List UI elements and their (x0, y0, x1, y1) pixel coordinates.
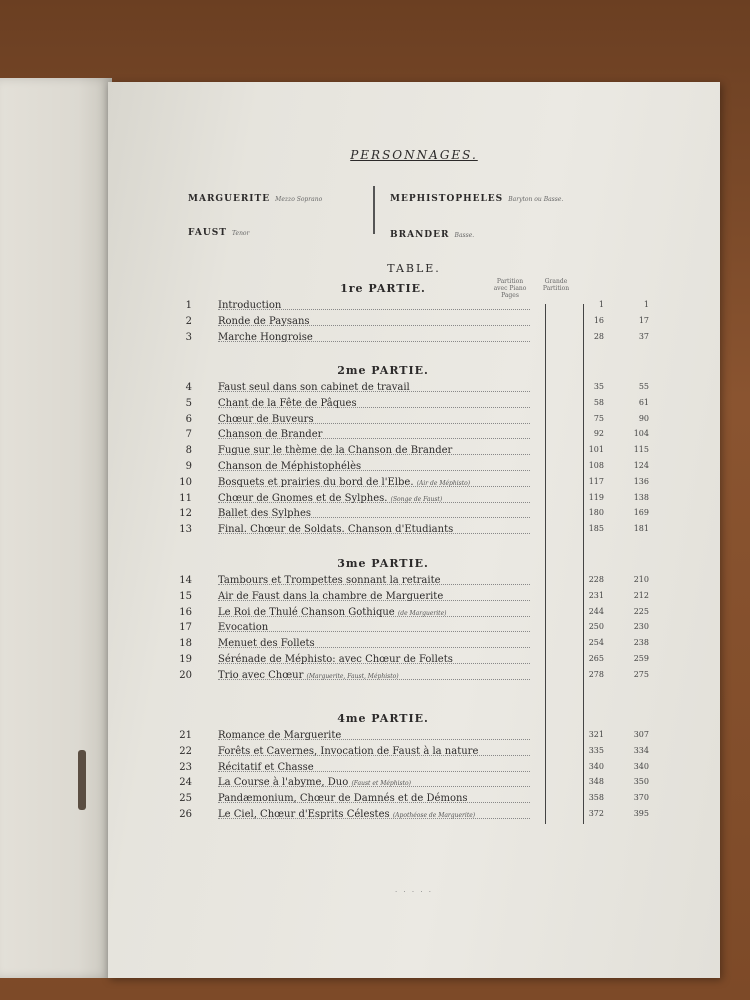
item-title (218, 398, 357, 409)
item-title (218, 429, 322, 440)
toc-row (170, 445, 649, 459)
page-piano: 358 (588, 793, 604, 803)
page-piano: 231 (588, 590, 604, 600)
character-name: BRANDER (390, 230, 450, 240)
part-title: 3me PARTIE. (337, 557, 429, 570)
page-partition: 1 (643, 300, 649, 309)
item-title (218, 654, 453, 665)
toc-row (170, 397, 649, 412)
item-subtitle: (de Marguerite) (397, 609, 447, 617)
item-title (218, 670, 399, 681)
page-piano: 278 (588, 669, 604, 679)
item-title (218, 638, 315, 649)
page-piano: 335 (588, 745, 604, 755)
item-subtitle: (Apothéose de Marguerite) (392, 812, 476, 819)
page-piano: 340 (588, 761, 604, 771)
character-name: MARGUERITE (188, 194, 271, 204)
page-piano: 180 (588, 508, 604, 518)
page-piano: 92 (593, 429, 604, 439)
toc-row (170, 669, 649, 684)
item-number: 19 (179, 654, 192, 665)
page-partition: 238 (633, 638, 649, 648)
item-title-text: Fugue sur le thème de la Chanson de Brander (218, 445, 453, 457)
item-title-text: Faust seul dans son cabinet de travail (218, 382, 410, 393)
toc-row (170, 461, 649, 475)
page-partition: 124 (633, 461, 649, 470)
item-title-text: Introduction (218, 300, 282, 311)
item-number: 9 (185, 461, 192, 472)
part-title: 2me PARTIE. (337, 364, 429, 377)
page-piano: 348 (588, 777, 604, 787)
toc-row (170, 809, 649, 823)
toc-row (170, 745, 649, 760)
item-title (218, 316, 310, 327)
item-title (218, 762, 314, 773)
page-partition: 395 (633, 809, 649, 818)
toc-row (170, 382, 649, 396)
item-number: 1 (185, 300, 192, 311)
page-piano: 75 (593, 413, 604, 423)
page-partition: 55 (638, 382, 649, 391)
item-number: 11 (179, 492, 192, 504)
toc-row (170, 654, 649, 668)
item-title-text: Ronde de Paysans (218, 315, 310, 327)
page-partition: 230 (633, 622, 649, 632)
item-number: 7 (185, 429, 192, 441)
item-title-text: La Course à l'abyme, Duo (218, 777, 349, 789)
item-title (218, 382, 410, 393)
item-number: 18 (179, 638, 192, 650)
item-title-text: Chœur de Buveurs (218, 413, 314, 425)
item-title-text: Chant de la Fête de Pâques (218, 397, 357, 409)
toc-row (170, 793, 649, 807)
toc-row (170, 300, 649, 314)
item-title (218, 477, 470, 488)
item-title-text: Chœur de Gnomes et de Sylphes. (218, 492, 388, 504)
toc-row (170, 575, 649, 589)
cast-marguerite (188, 186, 322, 205)
item-title-text: Chanson de Méphistophélès (218, 461, 362, 472)
item-title-text: Bosquets et prairies du bord de l'Elbe. (218, 476, 414, 488)
page-piano: 265 (588, 654, 604, 663)
item-title (218, 746, 478, 757)
page-partition: 104 (633, 429, 649, 439)
toc-row (170, 315, 649, 330)
item-title (218, 793, 468, 804)
page-piano: 101 (588, 445, 604, 455)
item-number: 17 (179, 622, 192, 634)
item-title (218, 508, 311, 519)
toc-row (170, 508, 649, 522)
toc-row (170, 606, 649, 621)
item-subtitle: (Air de Méphisto) (416, 479, 471, 487)
page-piano: 58 (593, 397, 604, 407)
item-number: 2 (185, 315, 192, 327)
item-subtitle: (Songe de Faust) (390, 495, 443, 503)
item-number: 14 (179, 575, 192, 586)
page-partition: 90 (638, 413, 649, 423)
item-number: 3 (185, 331, 192, 343)
cast-faust (188, 220, 249, 239)
voice-type: Baryton ou Basse. (508, 196, 564, 203)
item-number: 8 (185, 445, 192, 457)
toc-row (170, 476, 649, 491)
item-number: 15 (179, 590, 192, 602)
page-partition: 225 (633, 606, 649, 616)
page-partition: 115 (633, 445, 649, 455)
item-title-text: Le Ciel, Chœur d'Esprits Célestes (218, 809, 390, 820)
page-partition: 136 (633, 476, 649, 486)
cast-mephistopheles (390, 186, 563, 205)
toc-row (170, 590, 649, 605)
item-title-text: Romance de Marguerite (218, 730, 342, 741)
page-partition: 334 (633, 745, 649, 755)
item-title-text: Sérénade de Méphisto: avec Chœur de Follets (218, 654, 453, 665)
item-number: 6 (185, 413, 192, 425)
page-partition: 275 (633, 669, 649, 679)
item-number: 10 (179, 476, 192, 488)
item-title (218, 622, 268, 633)
page-partition: 138 (633, 492, 649, 502)
item-subtitle: (Marguerite, Faust, Méphisto) (306, 672, 399, 680)
binding-mark (78, 750, 86, 810)
item-number: 20 (179, 669, 192, 681)
item-title-text: Trio avec Chœur (218, 669, 304, 681)
left-page (0, 78, 112, 978)
toc-row (170, 413, 649, 428)
page-piano: 321 (588, 730, 604, 739)
column-header-piano: Partition avec Piano Pages (493, 278, 527, 299)
page-piano: 1 (598, 300, 604, 309)
page-partition: 259 (633, 654, 649, 663)
item-number: 4 (185, 382, 192, 393)
item-number: 26 (179, 809, 192, 820)
item-title (218, 414, 314, 425)
toc-row (170, 730, 649, 744)
item-number: 21 (179, 730, 192, 741)
item-title-text: Chanson de Brander (218, 429, 323, 441)
item-title-text: Le Roi de Thulé Chanson Gothique (218, 606, 395, 618)
cast-divider (373, 186, 375, 234)
item-title (218, 591, 443, 602)
page-partition: 212 (633, 590, 649, 600)
item-title-text: Final. Chœur de Soldats. Chanson d'Etudiants (218, 524, 454, 536)
toc-row (170, 638, 649, 652)
item-title (218, 777, 411, 788)
item-number: 25 (179, 793, 192, 805)
item-title (218, 332, 313, 343)
page-piano: 228 (588, 575, 604, 584)
item-subtitle: (Faust et Méphisto) (351, 780, 412, 788)
item-title (218, 300, 281, 311)
item-number: 16 (179, 606, 192, 618)
item-title (218, 493, 442, 504)
page-piano: 254 (588, 638, 604, 648)
toc-row (170, 524, 649, 538)
page-partition: 17 (638, 315, 649, 325)
item-title (218, 461, 361, 472)
page-partition: 37 (638, 331, 649, 341)
page-piano: 119 (588, 492, 604, 502)
item-number: 13 (179, 524, 192, 536)
page-piano: 244 (588, 606, 604, 616)
table-title: TABLE. (387, 262, 441, 275)
toc-row (170, 492, 649, 507)
item-number: 22 (179, 745, 192, 757)
page-partition: 350 (633, 777, 649, 787)
toc-row (170, 331, 649, 346)
score-page (108, 82, 720, 978)
page-piano: 16 (593, 315, 604, 325)
item-number: 5 (185, 397, 192, 409)
item-title (218, 575, 441, 586)
toc-row (170, 777, 649, 791)
toc-row (170, 429, 649, 443)
page-partition: 210 (633, 575, 649, 584)
part-title: 1re PARTIE. (340, 282, 426, 295)
item-title-text: Ballet des Sylphes (218, 508, 312, 520)
item-title-text: Pandæmonium, Chœur de Damnés et de Démons (218, 793, 468, 805)
item-title (218, 524, 453, 535)
item-title (218, 730, 341, 741)
page-partition: 370 (633, 793, 649, 803)
page-piano: 250 (588, 622, 604, 632)
page-piano: 28 (593, 331, 604, 341)
page-footer-mark: · · · · · (394, 888, 434, 896)
item-title-text: Evocation (218, 622, 269, 634)
item-title (218, 445, 452, 456)
item-number: 12 (179, 508, 192, 520)
item-title-text: Air de Faust dans la chambre de Marguerite (218, 590, 444, 602)
voice-type: Tenor (231, 230, 250, 237)
item-title-text: Marche Hongroise (218, 331, 313, 343)
toc-row (170, 761, 649, 776)
item-title-text: Forêts et Cavernes, Invocation de Faust à la nature (218, 745, 479, 757)
cast-brander (390, 222, 474, 241)
page-piano: 372 (588, 809, 604, 818)
item-title-text: Tambours et Trompettes sonnant la retraite (218, 575, 441, 586)
page-partition: 169 (633, 508, 649, 518)
toc-row (170, 622, 649, 636)
page-piano: 117 (588, 476, 604, 486)
voice-type: Basse. (454, 232, 475, 239)
voice-type: Mezzo Soprano (275, 196, 323, 203)
page-piano: 108 (588, 461, 604, 470)
part-title: 4me PARTIE. (337, 712, 429, 725)
item-number: 24 (179, 777, 192, 789)
column-header-partition: Grande Partition (542, 278, 570, 292)
item-title-text: Récitatif et Chasse (218, 761, 314, 773)
item-title (218, 809, 475, 820)
page-partition: 181 (633, 524, 649, 534)
personnages-title: PERSONNAGES. (350, 148, 478, 162)
page-partition: 61 (638, 397, 649, 407)
character-name: MEPHISTOPHELES (390, 194, 504, 204)
item-number: 23 (179, 761, 192, 773)
item-title-text: Menuet des Follets (218, 638, 315, 650)
page-partition: 340 (633, 761, 649, 771)
character-name: FAUST (188, 228, 227, 238)
page-piano: 185 (588, 524, 604, 534)
page-piano: 35 (593, 382, 604, 391)
page-partition: 307 (633, 730, 649, 739)
item-title (218, 607, 446, 618)
